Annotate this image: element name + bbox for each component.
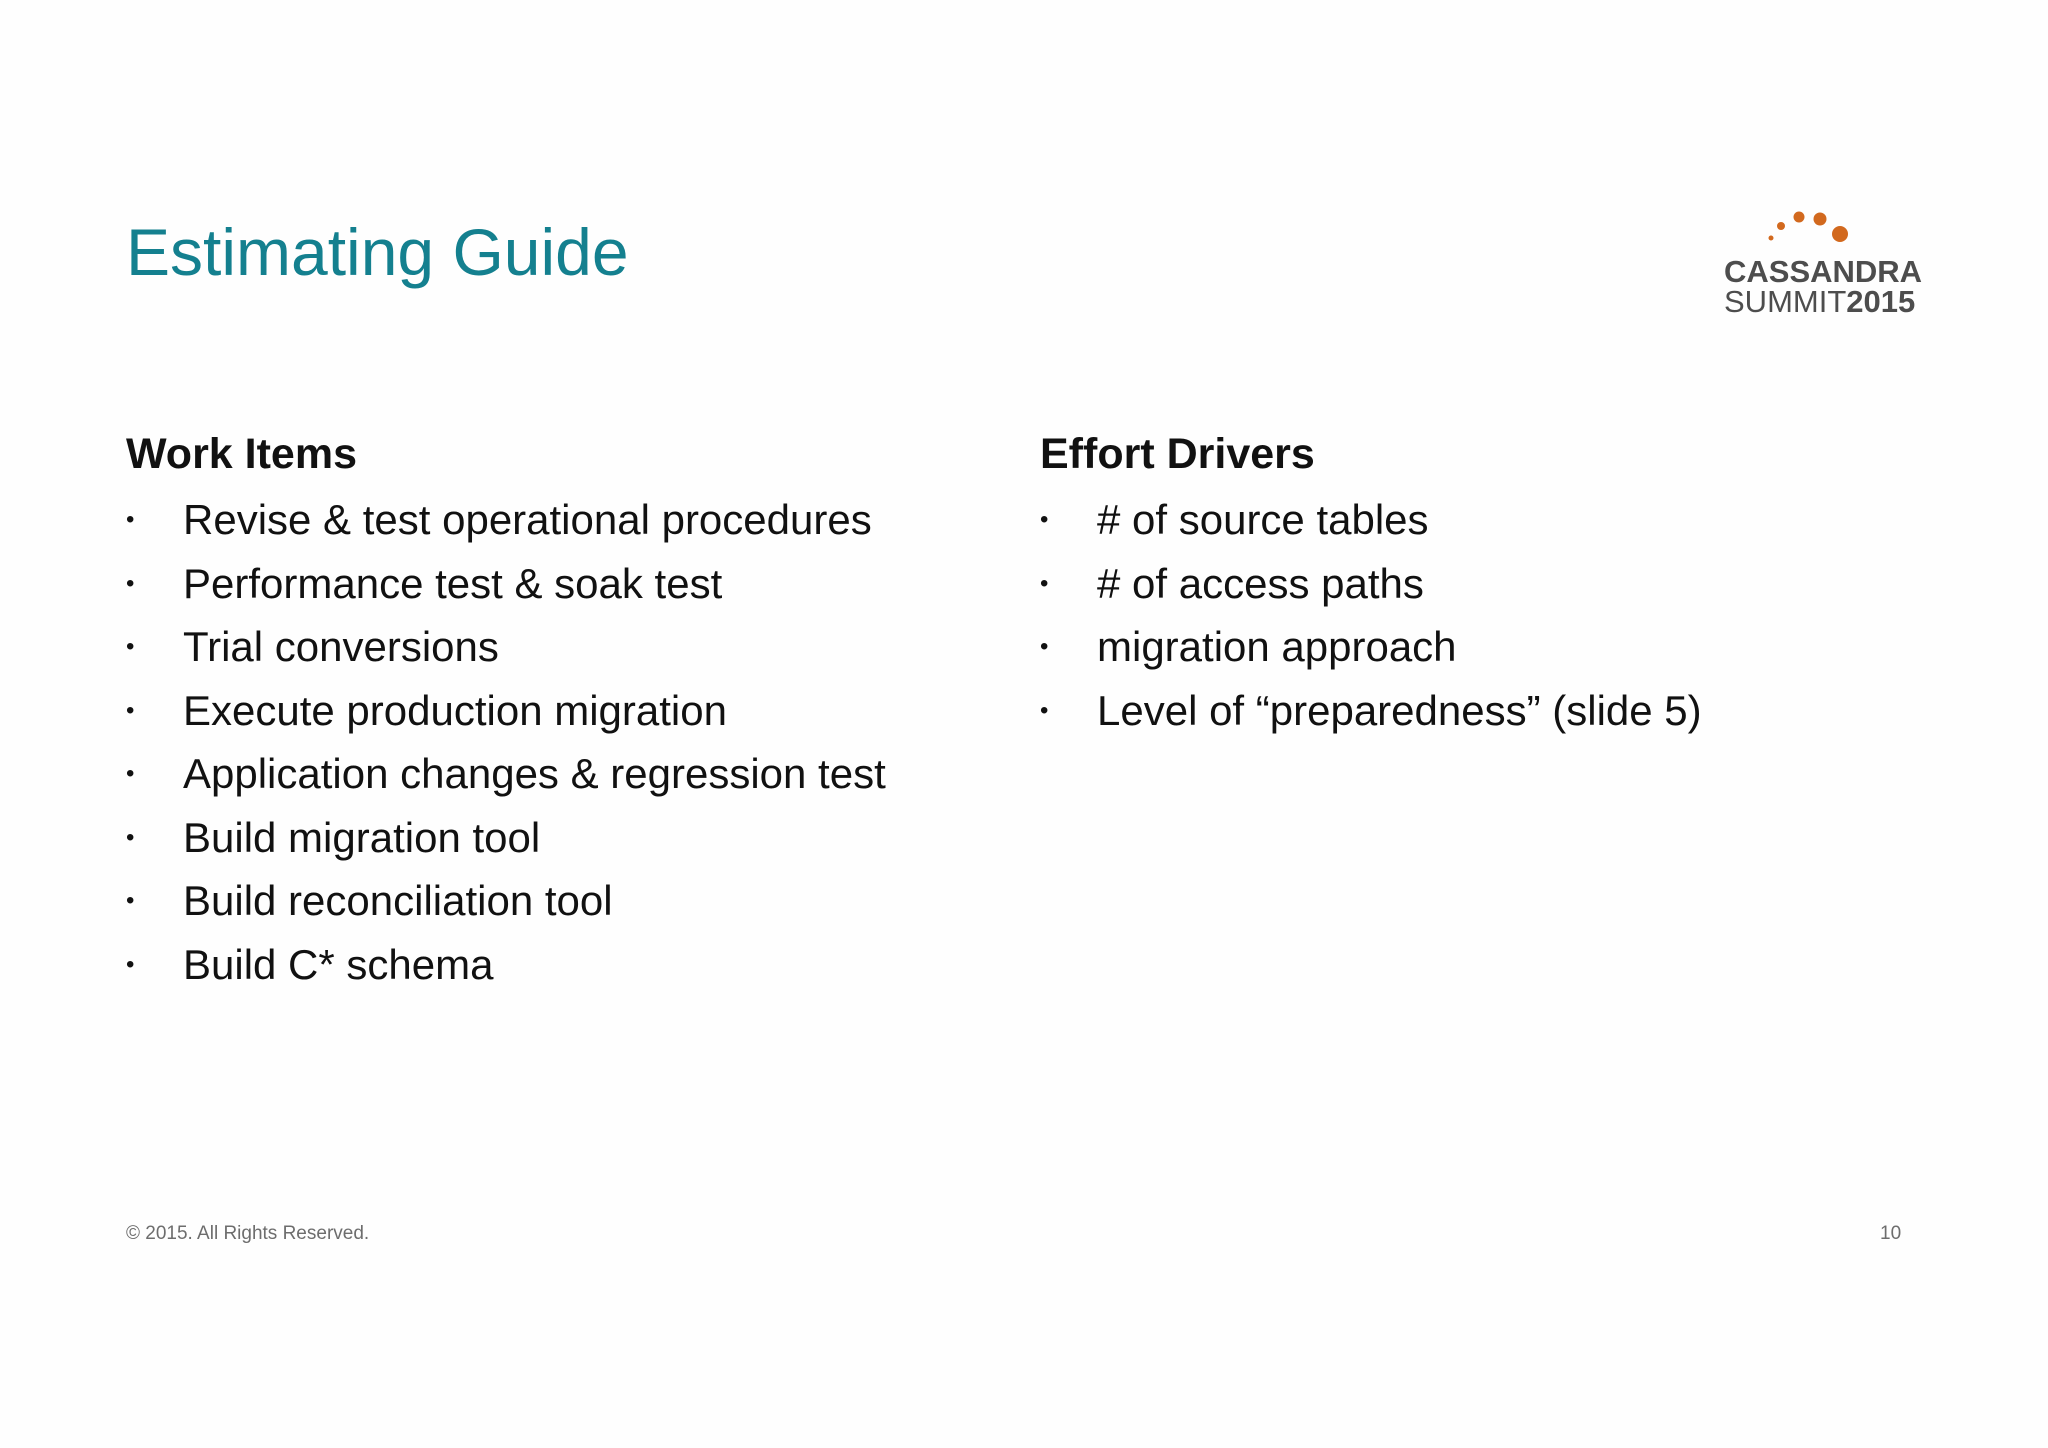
list-item-text: Trial conversions (183, 623, 499, 670)
list-item (1040, 552, 1900, 616)
list-item-text: # of access paths (1097, 559, 1424, 607)
work-items-column (126, 426, 986, 996)
bullet-icon: • (126, 569, 135, 597)
effort-drivers-column (1040, 426, 1900, 742)
list-item (1040, 615, 1900, 679)
bullet-icon: • (1040, 569, 1049, 597)
list-item-text: Build reconciliation tool (183, 877, 613, 924)
logo-text-year: 2015 (1846, 284, 1916, 319)
work-items-heading: Work Items (126, 430, 357, 478)
list-item-text: Level of “preparedness” (slide 5) (1097, 686, 1702, 734)
list-item (126, 679, 986, 743)
list-item-text: # of source tables (1097, 496, 1429, 543)
list-item-text: Performance test & soak test (183, 559, 723, 607)
list-item (1040, 488, 1900, 552)
logo-text-summit-word: SUMMIT (1724, 284, 1847, 319)
list-item-text: migration approach (1097, 623, 1457, 670)
bullet-icon: • (126, 950, 135, 978)
cassandra-summit-logo (1718, 206, 1923, 319)
list-item-text: Build C* schema (183, 940, 494, 988)
bullet-icon: • (126, 696, 135, 724)
bullet-icon: • (126, 823, 135, 851)
bullet-icon: • (1040, 696, 1049, 724)
bullet-icon: • (126, 633, 135, 660)
logo-text-summit (1724, 286, 1915, 318)
bullet-icon: • (126, 887, 135, 914)
list-item (126, 552, 986, 616)
bullet-icon: • (1040, 506, 1049, 533)
effort-drivers-list (1040, 488, 1900, 742)
list-item-text: Application changes & regression test (183, 750, 886, 797)
list-item (126, 488, 986, 552)
logo-dots-icon (1718, 206, 1918, 258)
slide-title: Estimating Guide (126, 215, 629, 289)
list-item (126, 742, 986, 806)
list-item (126, 933, 986, 997)
page-number: 10 (1880, 1223, 1902, 1244)
logo-text-cassandra: CASSANDRA (1724, 254, 1923, 289)
list-item (1040, 679, 1900, 743)
copyright-footer: © 2015. All Rights Reserved. (126, 1223, 370, 1244)
list-item (126, 869, 986, 933)
list-item (126, 806, 986, 870)
effort-drivers-heading: Effort Drivers (1040, 430, 1315, 478)
bullet-icon: • (126, 760, 135, 787)
bullet-icon: • (1040, 633, 1049, 660)
work-items-list (126, 488, 986, 996)
list-item-text: Execute production migration (183, 686, 727, 734)
list-item-text: Build migration tool (183, 813, 541, 861)
bullet-icon: • (126, 506, 135, 533)
list-item-text: Revise & test operational procedures (183, 496, 872, 543)
list-item (126, 615, 986, 679)
